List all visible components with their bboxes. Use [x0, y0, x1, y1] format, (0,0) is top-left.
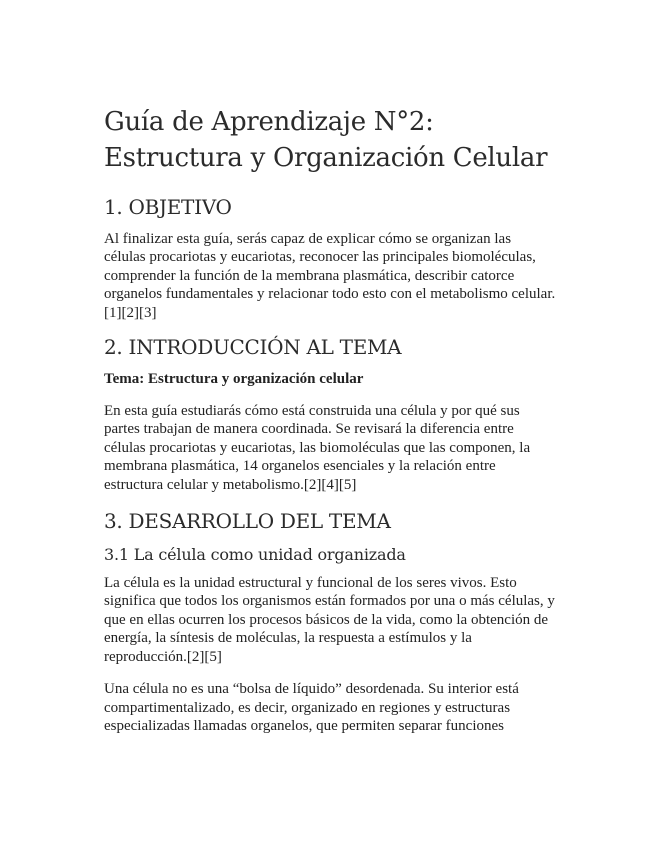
objetivo-paragraph: Al finalizar esta guía, serás capaz de explicar cómo se organizan las células procariotas y eucariotas, reconocer las principales biomoléculas, comprender la función de la membrana plasmática, describir catorce organelos fundamentales y relacionar todo esto con el metabolismo celular.[1][2][3] [104, 231, 556, 321]
section-heading-desarrollo: 3. DESARROLLO DEL TEMA [104, 509, 391, 534]
topic-label: Tema: Estructura y organización celular [104, 371, 364, 388]
section-heading-objetivo: 1. OBJETIVO [104, 195, 232, 219]
desarrollo-paragraph-2: Una célula no es una “bolsa de líquido” desordenada. Su interior está compartimentalizado, es decir, organizado en regiones y estructuras especializadas llamadas organelos, que permiten separar funciones [104, 681, 519, 734]
section-heading-introduccion: 2. INTRODUCCIÓN AL TEMA [104, 335, 402, 360]
document-title: Guía de Aprendizaje N°2: Estructura y Organización Celular [104, 107, 548, 173]
introduccion-paragraph: En esta guía estudiarás cómo está construida una célula y por qué sus partes trabajan de manera coordinada. Se revisará la diferencia entre células procariotas y eucariotas, las biomoléculas que las componen, la membrana plasmática, 14 organelos esenciales y la relación entre estructura celular y metabolismo.[2][4][5] [104, 403, 531, 493]
desarrollo-paragraph-1: La célula es la unidad estructural y funcional de los seres vivos. Esto significa que todos los organismos están formados por una o más células, y que en ellas ocurren los procesos básicos de la vida, como la obtención de energía, la síntesis de moléculas, la respuesta a estímulos y la reproducción.[2][5] [104, 575, 555, 665]
subsection-heading-3-1: 3.1 La célula como unidad organizada [104, 545, 406, 565]
document-page [104, 104, 556, 749]
